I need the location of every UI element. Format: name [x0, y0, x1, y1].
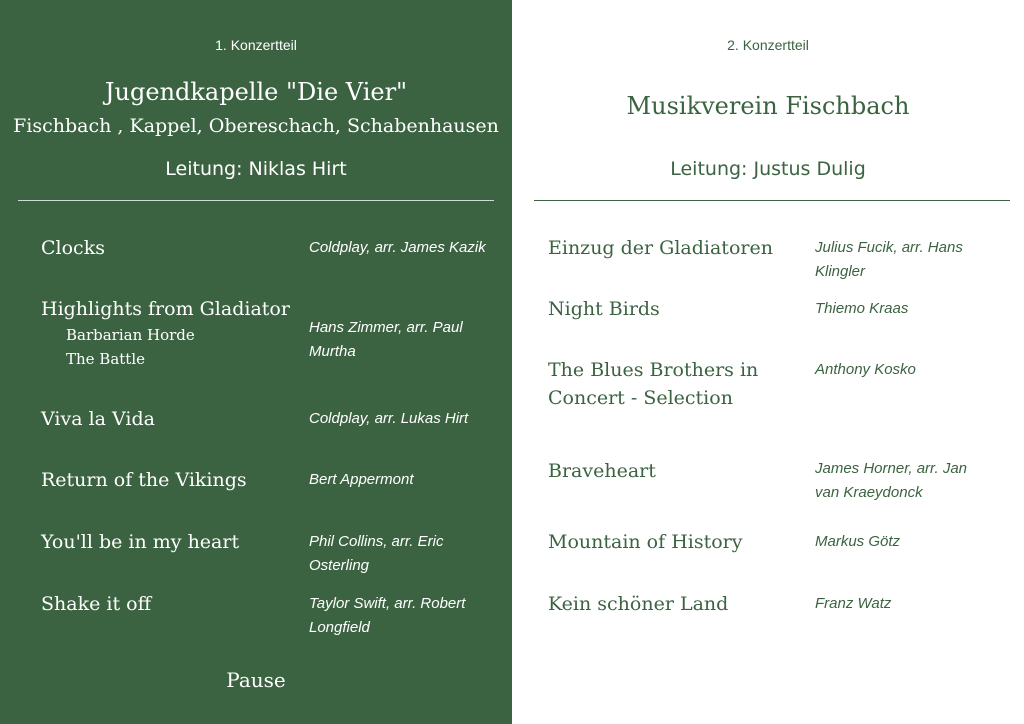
part-label: 1. Konzertteil	[215, 37, 297, 53]
piece-title: You'll be in my heart	[41, 531, 240, 553]
part-label: 2. Konzertteil	[727, 37, 809, 53]
band-title: Musikverein Fischbach	[626, 92, 910, 120]
piece-title: Viva la Vida	[41, 408, 155, 430]
piece-title: Clocks	[41, 237, 105, 259]
piece-composer: Coldplay, arr. James Kazik	[309, 239, 486, 256]
piece-composer: James Horner, arr. Jan van Kraeydonck	[815, 460, 967, 501]
piece-title: Highlights from Gladiator	[41, 298, 290, 320]
piece-subitem: Barbarian Horde	[66, 326, 195, 344]
piece-composer: Franz Watz	[815, 595, 892, 612]
band-subtitle: Fischbach , Kappel, Obereschach, Schabenhausen	[13, 115, 499, 137]
piece-composer: Taylor Swift, arr. Robert Longfield	[309, 595, 466, 636]
piece-title: Mountain of History	[548, 531, 743, 553]
conductor: Leitung: Justus Dulig	[670, 158, 866, 180]
piece-composer: Thiemo Kraas	[815, 300, 909, 317]
piece-title: Braveheart	[548, 460, 656, 482]
piece-composer: Anthony Kosko	[815, 361, 916, 378]
pause-label: Pause	[226, 668, 286, 692]
piece-composer: Hans Zimmer, arr. Paul Murtha	[309, 319, 463, 360]
piece-title: The Blues Brothers in Concert - Selection	[548, 359, 759, 409]
piece-composer: Markus Götz	[815, 533, 901, 550]
piece-title: Shake it off	[41, 593, 152, 615]
piece-composer: Coldplay, arr. Lukas Hirt	[309, 410, 469, 427]
piece-subitem: The Battle	[66, 350, 146, 368]
divider	[534, 200, 1010, 201]
piece-composer: Phil Collins, arr. Eric Osterling	[309, 533, 444, 574]
right-program-panel	[512, 0, 1024, 724]
band-title: Jugendkapelle "Die Vier"	[104, 78, 408, 106]
divider	[18, 200, 494, 201]
piece-title: Night Birds	[548, 298, 660, 320]
piece-composer: Julius Fucik, arr. Hans Klingler	[815, 239, 963, 280]
piece-composer: Bert Appermont	[309, 471, 414, 488]
conductor: Leitung: Niklas Hirt	[165, 158, 347, 180]
piece-title: Return of the Vikings	[41, 469, 247, 491]
piece-title: Einzug der Gladiatoren	[548, 237, 773, 259]
piece-title: Kein schöner Land	[548, 593, 729, 615]
